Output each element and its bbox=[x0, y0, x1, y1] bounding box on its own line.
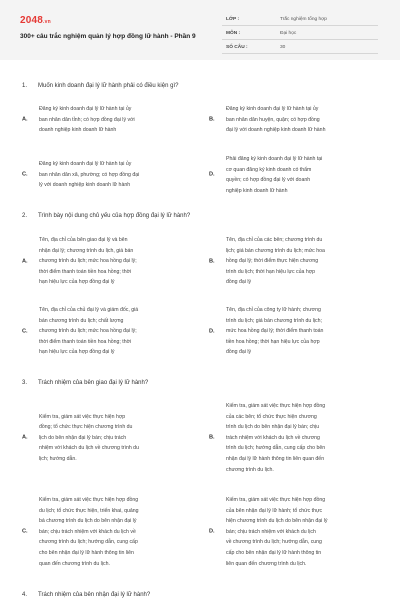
answer-letter: C. bbox=[22, 171, 28, 178]
answer-option-d[interactable] bbox=[209, 495, 379, 569]
answer-text-line: Tên, địa chỉ của công ty lữ hành; chương bbox=[226, 307, 321, 313]
answer-letter: B. bbox=[209, 258, 215, 265]
meta-label: MÔN : bbox=[226, 31, 241, 36]
question-number: 2. bbox=[22, 213, 28, 219]
logo-text: 2048 bbox=[20, 15, 44, 26]
meta-value: 30 bbox=[280, 45, 286, 50]
answer-option-d[interactable] bbox=[209, 154, 379, 196]
answer-option-b[interactable] bbox=[209, 235, 379, 288]
answer-text-line: quyền; có hợp đồng đại lý với doanh bbox=[226, 177, 311, 184]
answer-text-line: chương trình du lịch; mức hoa hồng đại lý; bbox=[39, 328, 137, 335]
answer-text-line: Đăng ký kinh doanh đại lý lữ hành tại ủy bbox=[39, 161, 132, 168]
answer-text-line: hạn hiệu lực của hợp đồng đại lý bbox=[39, 279, 115, 286]
answer-letter: A. bbox=[22, 258, 28, 265]
answer-letter: A. bbox=[22, 116, 28, 123]
answer-option-b[interactable] bbox=[209, 104, 379, 136]
answer-option-d[interactable] bbox=[209, 305, 379, 358]
answer-text-line: tiền hoa hồng; thời hạn hiệu lực của hợp bbox=[226, 338, 320, 345]
question-text: Trình bày nội dung chủ yếu của hợp đồng đại lý lữ hành? bbox=[38, 213, 191, 219]
question-4 bbox=[22, 592, 150, 598]
site-logo[interactable] bbox=[20, 15, 51, 26]
answer-option-a[interactable] bbox=[22, 401, 187, 475]
answer-text-line: mức hoa hồng đại lý; thời điểm thanh toán bbox=[226, 328, 324, 335]
logo-suffix: .vn bbox=[43, 19, 51, 25]
answer-text-line: trách nhiệm với khách du lịch về chương bbox=[226, 434, 320, 441]
answer-text-line: nhận đại lý; chương trình du lịch, giá bán bbox=[39, 247, 134, 254]
answer-text-line: lý với doanh nghiệp kinh doanh lữ hành bbox=[39, 182, 131, 189]
question-text: Muốn kinh doanh đại lý lữ hành phải có điều kiện gì? bbox=[38, 83, 179, 89]
question-text: Trách nhiệm của bên giao đại lý lữ hành? bbox=[38, 380, 149, 386]
answer-text-line: Kiểm tra, giám sát việc thực hiện hợp đồng bbox=[226, 497, 326, 503]
meta-value: Đại học bbox=[280, 31, 297, 36]
answer-text-line: hồng đại lý; thời điểm thực hiện chương bbox=[226, 258, 319, 265]
answer-text-line: của bên nhận đại lý lữ hành; tổ chức thực bbox=[226, 507, 323, 514]
answer-text-line: hiện chương trình du lịch do bên nhận đại lý bbox=[226, 518, 328, 525]
answer-text-line: Kiểm tra, giám sát việc thực hiện hợp bbox=[39, 413, 126, 420]
question-1 bbox=[22, 83, 178, 89]
answer-letter: B. bbox=[209, 116, 215, 123]
answer-text-line: nhận đại lý lữ hành thông tin liên quan đến bbox=[226, 455, 325, 462]
answer-text-line: Kiểm tra, giám sát việc thực hiện hợp đồng bbox=[226, 403, 326, 409]
answer-text-line: ban nhân dân tỉnh; có hợp đồng đại lý với bbox=[39, 116, 135, 123]
answer-text-line: quan đến chương trình du lịch. bbox=[39, 560, 110, 567]
meta-row-subject bbox=[222, 27, 378, 40]
answer-text-line: Kiểm tra, giám sát việc thực hiện hợp đồng bbox=[39, 497, 139, 503]
answer-text-line: bán; chịu trách nhiệm với khách du lịch bbox=[226, 528, 316, 535]
answer-text-line: Đăng ký kinh doanh đại lý lữ hành tại ủy bbox=[39, 106, 132, 112]
answer-text-line: thời điểm thanh toán tiền hoa hồng; thời bbox=[39, 268, 132, 275]
question-number: 4. bbox=[22, 592, 28, 598]
answer-text-line: cho bên nhận đại lý lữ hành thông tin liên bbox=[39, 549, 134, 556]
meta-row-class bbox=[222, 13, 378, 26]
answer-text-line: đại lý với doanh nghiệp kinh doanh lữ hành bbox=[226, 127, 326, 134]
answer-text-line: của các bên; tổ chức thực hiện chương bbox=[226, 413, 317, 420]
answer-option-a[interactable] bbox=[22, 235, 187, 288]
answer-text-line: Phải đăng ký kinh doanh đại lý lữ hành tại bbox=[226, 156, 323, 162]
meta-label: SỐ CÂU : bbox=[226, 45, 248, 50]
answer-text-line: nhiệm với khách du lịch về chương trình du bbox=[39, 445, 139, 452]
question-number: 3. bbox=[22, 380, 28, 386]
answer-text-line: bán; chịu trách nhiệm với khách du lịch về bbox=[39, 528, 136, 535]
answer-text-line: chương trình du lịch; hướng dẫn, cung cấp bbox=[39, 539, 138, 546]
answer-text-line: hạn hiệu lực của hợp đồng đại lý bbox=[39, 349, 115, 356]
answer-letter: C. bbox=[22, 328, 28, 335]
answer-text-line: ban nhân dân huyện, quận; có hợp đồng bbox=[226, 116, 320, 123]
answer-letter: C. bbox=[22, 528, 28, 535]
answer-text-line: doanh nghiệp kinh doanh lữ hành bbox=[39, 127, 117, 134]
answer-text-line: đồng; tổ chức thực hiện chương trình du bbox=[39, 424, 133, 431]
answer-text-line: cơ quan đăng ký kinh doanh có thẩm bbox=[226, 166, 312, 173]
answer-letter: D. bbox=[209, 528, 215, 535]
answer-option-c[interactable] bbox=[22, 305, 187, 358]
answer-text-line: chương trình du lịch; mức hoa hồng đại lý; bbox=[39, 258, 137, 265]
answer-text-line: đồng đại lý bbox=[226, 349, 252, 356]
answer-letter: D. bbox=[209, 171, 215, 178]
answer-text-line: trình du lịch do bên nhận đại lý bán; chịu bbox=[226, 424, 320, 431]
answer-text-line: trình du lịch; giá bán chương trình du lịch; bbox=[226, 317, 322, 324]
answer-option-c[interactable] bbox=[22, 154, 187, 196]
answer-text-line: lịch do bên nhận đại lý bán; chịu trách bbox=[39, 434, 127, 441]
answer-letter: B. bbox=[209, 434, 215, 441]
question-number: 1. bbox=[22, 83, 28, 89]
document-title: 300+ câu trắc nghiệm quản lý hợp đồng lữ hành - Phần 9 bbox=[20, 33, 196, 40]
answer-text-line: bá chương trình du lịch do bên nhận đại lý bbox=[39, 518, 137, 525]
meta-row-count bbox=[222, 41, 378, 54]
answer-option-b[interactable] bbox=[209, 401, 379, 475]
answer-option-a[interactable] bbox=[22, 104, 187, 136]
document-header bbox=[0, 0, 400, 60]
question-text: Trách nhiệm của bên nhận đại lý lữ hành? bbox=[38, 592, 151, 598]
question-2 bbox=[22, 213, 190, 219]
answer-text-line: Đăng ký kinh doanh đại lý lữ hành tại ủy bbox=[226, 106, 319, 112]
answer-text-line: lịch; giá bán chương trình du lịch; mức hoa bbox=[226, 247, 325, 254]
answer-text-line: lịch; hướng dẫn. bbox=[39, 455, 77, 462]
answer-text-line: du lịch; tổ chức thực hiện, triển khai, quảng bbox=[39, 507, 139, 514]
answer-text-line: Tên, địa chỉ của bên giao đại lý và bên bbox=[39, 237, 128, 243]
answer-text-line: liên quan đến chương trình du lịch. bbox=[226, 560, 307, 567]
answer-text-line: chương trình du lịch. bbox=[226, 466, 274, 473]
answer-text-line: nghiệp kinh doanh lữ hành bbox=[226, 187, 288, 194]
answer-option-c[interactable] bbox=[22, 495, 187, 569]
answer-text-line: bán chương trình du lịch; chất lượng bbox=[39, 317, 124, 324]
meta-label: LỚP : bbox=[226, 17, 240, 22]
answer-text-line: Tên, địa chỉ của các bên; chương trình du bbox=[226, 237, 323, 243]
answer-text-line: thời điểm thanh toán tiền hoa hồng; thời bbox=[39, 338, 132, 345]
answer-text-line: đồng đại lý bbox=[226, 279, 252, 286]
answer-letter: D. bbox=[209, 328, 215, 335]
answer-text-line: ban nhân dân xã, phường; có hợp đồng đại bbox=[39, 171, 140, 178]
answer-text-line: cấp cho bên nhận đại lý lữ hành thông tin bbox=[226, 549, 322, 556]
question-3 bbox=[22, 380, 148, 386]
answer-text-line: trình du lịch; hướng dẫn, cung cấp cho bên bbox=[226, 445, 326, 452]
answer-letter: A. bbox=[22, 434, 28, 441]
answer-text-line: trình du lịch; thời hạn hiệu lực của hợp bbox=[226, 268, 316, 275]
answer-text-line: về chương trình du lịch; hướng dẫn, cung bbox=[226, 539, 322, 546]
answer-text-line: Tên, địa chỉ của chủ đại lý và giám đốc, giá bbox=[39, 307, 139, 313]
meta-value: Trắc nghiệm tổng hợp bbox=[280, 17, 327, 22]
